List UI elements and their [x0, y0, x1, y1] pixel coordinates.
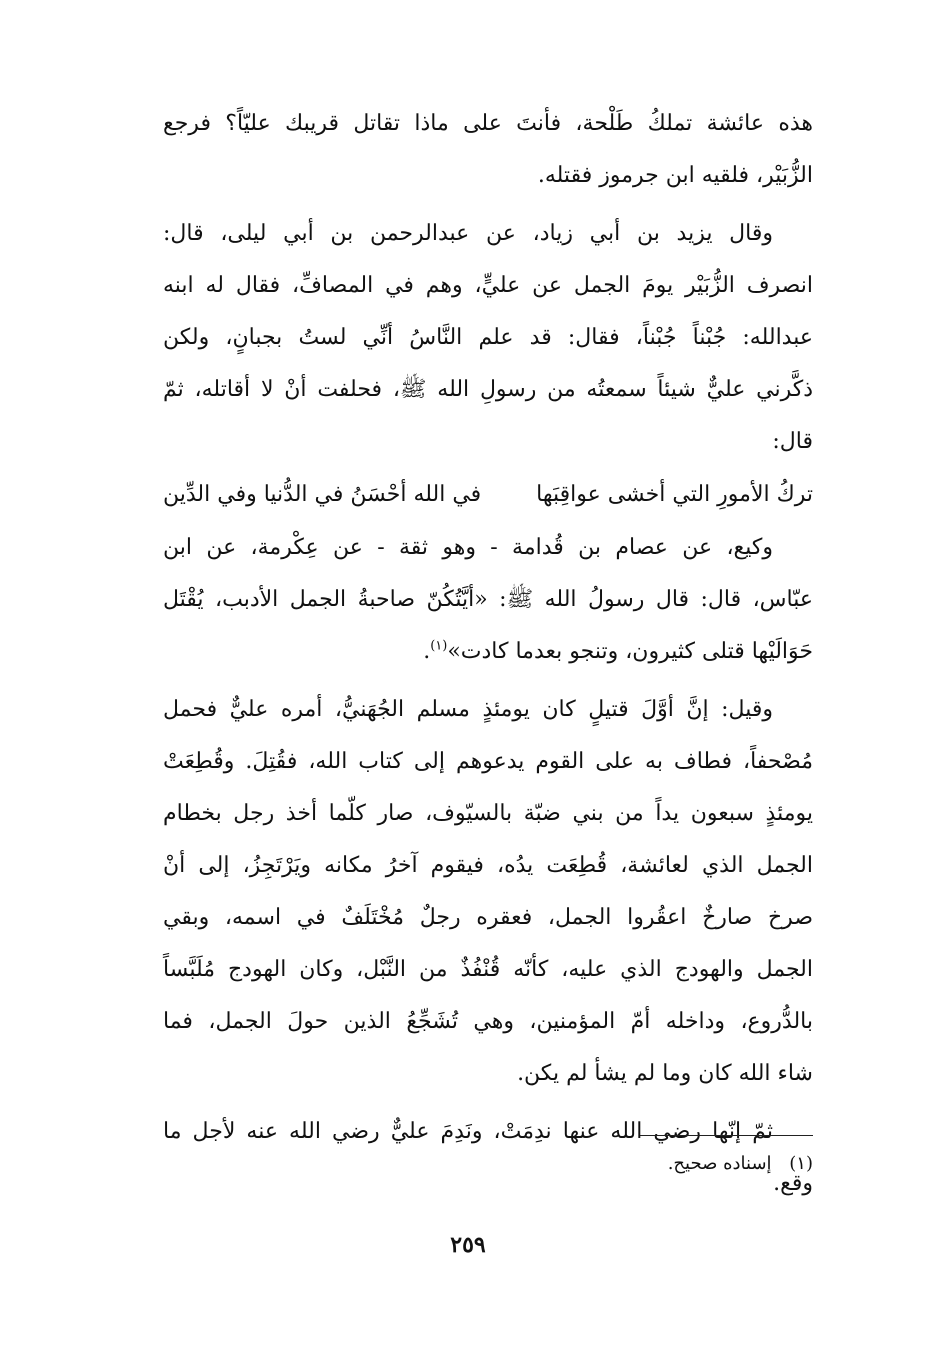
footnote-text: إسناده صحيح. [667, 1153, 772, 1174]
text-line-with-footnote [163, 626, 813, 678]
verse-right-hemistich: تركُ الأمورِ التي أخشى عواقِبَها [536, 482, 813, 507]
footnote-reference[interactable]: (١) [430, 638, 448, 654]
text-line: وقع. [773, 1171, 813, 1196]
text-line: صرخ صارخٌ اعقُروا الجمل، فعقره رجلٌ مُخْتَلَفٌ في اسمه، وبقي [163, 905, 813, 930]
text-line: مُصْحفاً، فطاف به على القوم يدعوهم إلى كتاب الله، فقُتِلَ. وقُطِعَتْ [163, 749, 813, 774]
text-line: ثمّ إنّها رضي الله عنها ندِمَتْ، ونَدِمَ عليٌّ رضي الله عنه لأجل ما [163, 1119, 773, 1144]
text-fragment: حَوَالَيْها قتلى كثيرون، وتنجو بعدما كادت» [447, 639, 813, 664]
text-line: انصرف الزُّبَيْر يومَ الجمل عن عليٍّ، وهم في المصافِّ، فقال له ابنه [163, 273, 813, 298]
footnote-number: (١) [789, 1153, 813, 1174]
footnote [500, 1153, 813, 1174]
poem-verse [163, 468, 813, 522]
text-line: عبّاس، قال: قال رسولُ الله ﷺ: «أيَّتُكُنّ صاحبةُ الجمل الأدبب، يُقْتَل [163, 587, 814, 612]
text-line: قال: [772, 429, 813, 454]
footnote-separator [640, 1135, 813, 1136]
text-line: عبدالله: جُبْناً جُبْناً، فقال: قد علم النَّاسُ أنِّي لستُ بجبانٍ، ولكن [163, 325, 813, 350]
text-line: ذكَّرني عليٌّ شيئاً سمعتُه من رسولِ الله ﷺ، فحلفت أنْ لا أقاتله، ثمّ [163, 377, 813, 402]
main-text [163, 98, 813, 1210]
page-number: ٢٥٩ [450, 1232, 486, 1258]
text-line: الجمل الذي لعائشة، قُطِعَت يدُه، فيقوم آخرُ مكانه ويَرْتَجِزُ، إلى أنْ [163, 853, 813, 878]
text-line: بالدُّروع، وداخله أمّ المؤمنين، وهي تُشَجِّعُ الذين حولَ الجمل، فما [163, 1009, 813, 1034]
text-line: هذه عائشة تملكُ طَلْحة، فأنتَ على ماذا تقاتل قريبك عليّاً؟ فرجع [163, 111, 813, 136]
text-line: الزُّبَيْر، فلقيه ابن جرموز فقتله. [537, 163, 813, 188]
text-line: وقال يزيد بن أبي زياد، عن عبدالرحمن بن أبي ليلى، قال: [163, 221, 773, 246]
paragraph-3 [163, 522, 813, 678]
text-line: شاء الله كان وما لم يشأ لم يكن. [517, 1061, 813, 1086]
text-line: الجمل والهودج الذي عليه، كأنّه قُنْفُذٌ من النَّبْل، وكان الهودج مُلَبَّساً [163, 957, 813, 982]
paragraph-2 [163, 208, 813, 468]
paragraph-1 [163, 98, 813, 202]
text-fragment: . [423, 639, 431, 664]
verse-left-hemistich: في الله أحْسَنُ في الدُّنيا وفي الدِّين [163, 482, 482, 507]
text-line: وكيع، عن عصام بن قُدامة - وهو ثقة - عن عِكْرمة، عن ابن [163, 535, 773, 560]
text-line: وقيل: إنَّ أوَّلَ قتيلٍ كان يومئذٍ مسلم الجُهَنيُّ، أمره عليٌّ فحمل [163, 697, 773, 722]
text-line: يومئذٍ سبعون يداً من بني ضبّة بالسيّوف، صار كلّما أخذ رجل بخطام [163, 801, 813, 826]
paragraph-4 [163, 684, 813, 1100]
